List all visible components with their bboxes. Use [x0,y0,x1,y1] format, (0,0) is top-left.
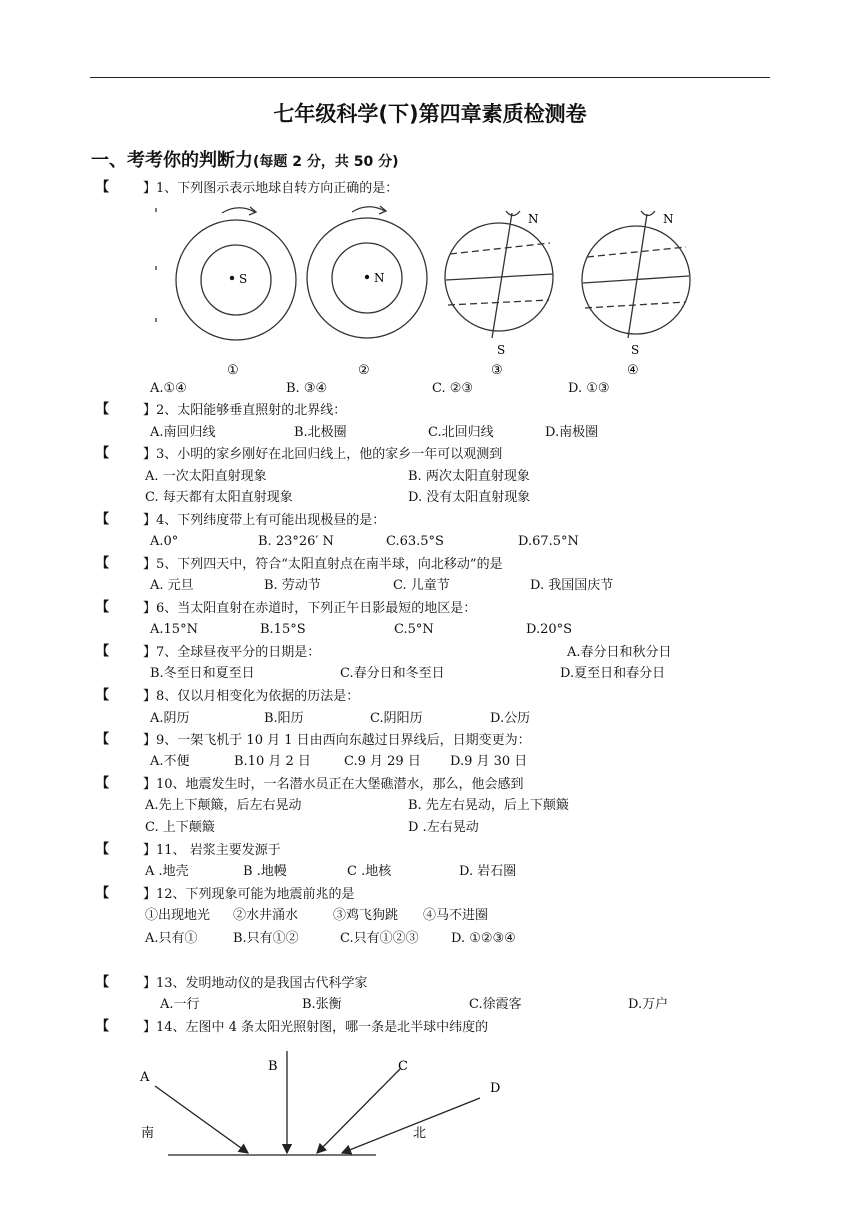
option[interactable]: B.15°S [260,622,306,637]
option[interactable]: B.张衡 [302,997,342,1012]
ray-label-d: D [490,1081,501,1096]
section-note: (每题 2 分，共 50 分) [253,154,399,170]
option[interactable]: B.只有①② [233,931,299,946]
q1-fig2-pole: N [374,271,385,285]
option[interactable]: A.只有① [145,931,198,946]
option[interactable]: D.南极圈 [545,425,599,440]
option[interactable]: D.9 月 30 日 [450,754,528,769]
question-11 [143,843,281,859]
question-1 [143,181,398,197]
bracket-close: 】 [143,1020,157,1035]
option[interactable]: B.阳历 [264,711,304,726]
bracket-close: 】 [143,843,157,858]
bracket-close: 】 [143,887,157,902]
question-10 [143,777,524,793]
option[interactable]: C. 每天都有太阳直射现象 [145,490,293,505]
option[interactable]: B. 先左右晃动，后上下颠簸 [408,798,569,813]
question-12 [143,887,355,903]
option[interactable]: D. ①③ [568,381,610,396]
option[interactable]: C.9 月 29 日 [344,754,421,769]
q1-fig4-south: S [631,343,640,357]
option[interactable]: C .地核 [347,864,392,879]
q1-fig-label-1: ① [227,363,239,378]
list-item: ④马不进圈 [423,908,489,923]
option[interactable]: A.①④ [150,381,187,396]
option[interactable]: C.北回归线 [428,425,494,440]
option[interactable]: A.春分日和秋分日 [567,645,672,660]
q1-fig-label-4: ④ [627,363,639,378]
question-stem: 4、下列纬度带上有可能出现极昼的是： [156,513,386,528]
option[interactable]: A.不便 [150,754,190,769]
q1-fig4-north: N [663,212,674,226]
bracket-close: 】 [143,557,157,572]
option[interactable]: D.公历 [490,711,531,726]
question-14 [143,1020,488,1036]
option[interactable]: B.冬至日和夏至日 [150,666,255,681]
question-7 [143,645,320,661]
option[interactable]: A.一行 [160,997,200,1012]
question-stem: 13、发明地动仪的是我国古代科学家 [156,976,368,991]
q1-fig1-pole: S [239,272,248,286]
question-5 [143,557,503,573]
question-stem: 11、 岩浆主要发源于 [156,843,281,858]
question-stem: 9、一架飞机于 10 月 1 日由西向东越过日界线后，日期变更为： [156,733,531,748]
bracket-close: 】 [143,777,157,792]
question-4 [143,513,385,529]
question-stem: 2、太阳能够垂直照射的北界线： [156,403,347,418]
q14-sunlight-figure [120,1045,540,1165]
page-title: 七年级科学(下)第四章素质检测卷 [273,102,587,126]
option[interactable]: A. 元旦 [150,578,194,593]
answer-bracket-open[interactable]: 【 [96,1019,110,1034]
q1-figure [140,198,700,378]
option[interactable]: D. ①②③④ [451,931,516,946]
option[interactable]: D .左右晃动 [408,820,479,835]
answer-bracket-open[interactable]: 【 [96,732,110,747]
option[interactable]: D. 岩石圈 [459,864,517,879]
ray-label-a: A [140,1070,150,1085]
answer-bracket-open[interactable]: 【 [96,512,110,527]
q1-fig3-south: S [497,343,506,357]
answer-bracket-open[interactable]: 【 [96,776,110,791]
bracket-close: 】 [143,689,157,704]
answer-bracket-open[interactable]: 【 [96,975,110,990]
list-item: ②水井涌水 [233,908,299,923]
question-8 [143,689,359,705]
answer-bracket-open[interactable]: 【 [96,644,110,659]
option[interactable]: D.20°S [526,622,573,637]
option[interactable]: B.北极圈 [294,425,347,440]
question-3 [143,447,502,463]
question-13 [143,976,368,992]
question-stem: 7、全球昼夜平分的日期是： [156,645,321,660]
option[interactable]: A. 一次太阳直射现象 [145,469,267,484]
option[interactable]: A.15°N [150,622,198,637]
option[interactable]: A.阴历 [150,711,190,726]
answer-bracket-open[interactable]: 【 [96,842,110,857]
option[interactable]: C.5°N [394,622,434,637]
option[interactable]: C. 儿童节 [393,578,450,593]
bracket-close: 】 [143,513,157,528]
option[interactable]: B. 劳动节 [264,578,321,593]
question-stem: 14、左图中 4 条太阳光照射图，哪一条是北半球中纬度的 [156,1020,489,1035]
answer-bracket-open[interactable]: 【 [96,180,110,195]
question-2 [143,403,346,419]
answer-bracket-open[interactable]: 【 [96,446,110,461]
option[interactable]: B .地幔 [243,864,287,879]
question-9 [143,733,531,749]
south-label: 南 [141,1126,155,1141]
option[interactable]: C.只有①②③ [340,931,419,946]
option[interactable]: D.67.5°N [518,534,579,549]
answer-bracket-open[interactable]: 【 [96,556,110,571]
option[interactable]: B. ③④ [286,381,328,396]
option[interactable]: A.先上下颠簸，后左右晃动 [145,798,302,813]
top-rule [90,77,770,78]
q1-fig3-north: N [528,212,539,226]
ray-label-c: C [398,1059,408,1074]
answer-bracket-open[interactable]: 【 [96,688,110,703]
option[interactable]: C.徐霞客 [469,997,522,1012]
answer-bracket-open[interactable]: 【 [96,886,110,901]
ray-label-b: B [268,1059,278,1074]
section-title: 一、考考你的判断力 [91,150,253,171]
answer-bracket-open[interactable]: 【 [96,600,110,615]
option[interactable]: A .地壳 [145,864,189,879]
bracket-close: 】 [143,403,157,418]
list-item: ①出现地光 [145,908,211,923]
answer-bracket-open[interactable]: 【 [96,402,110,417]
question-6 [143,601,476,617]
option[interactable]: B.10 月 2 日 [234,754,311,769]
question-stem: 3、小明的家乡刚好在北回归线上，他的家乡一年可以观测到 [156,447,503,462]
question-stem: 6、当太阳直射在赤道时，下列正午日影最短的地区是： [156,601,477,616]
bracket-close: 】 [143,976,157,991]
option[interactable]: C. 上下颠簸 [145,820,215,835]
list-item: ③鸡飞狗跳 [333,908,399,923]
option[interactable]: C.春分日和冬至日 [340,666,445,681]
option[interactable]: D. 没有太阳直射现象 [408,490,531,505]
option[interactable]: C.63.5°S [386,534,444,549]
bracket-close: 】 [143,181,157,196]
question-stem: 10、地震发生时，一名潜水员正在大堡礁潜水，那么，他会感到 [156,777,524,792]
question-stem: 5、下列四天中，符合“太阳直射点在南半球，向北移动”的是 [156,557,503,572]
q1-fig-label-3: ③ [491,363,503,378]
bracket-close: 】 [143,447,157,462]
option[interactable]: D. 我国国庆节 [530,578,614,593]
option[interactable]: B. 23°26′ N [258,534,334,549]
section-heading [91,146,399,172]
option[interactable]: B. 两次太阳直射现象 [408,469,530,484]
question-stem: 12、下列现象可能为地震前兆的是 [156,887,355,902]
question-stem: 8、仅以月相变化为依据的历法是： [156,689,360,704]
option[interactable]: A.南回归线 [150,425,216,440]
question-stem: 1、下列图示表示地球自转方向正确的是： [156,181,399,196]
bracket-close: 】 [143,601,157,616]
option[interactable]: A.0° [150,534,179,549]
bracket-close: 】 [143,645,157,660]
option[interactable]: D.夏至日和春分日 [560,666,666,681]
option[interactable]: C. ②③ [432,381,474,396]
option[interactable]: C.阴阳历 [370,711,423,726]
q1-fig-label-2: ② [358,363,370,378]
option[interactable]: D.万户 [628,997,669,1012]
bracket-close: 】 [143,733,157,748]
north-label: 北 [413,1126,427,1141]
